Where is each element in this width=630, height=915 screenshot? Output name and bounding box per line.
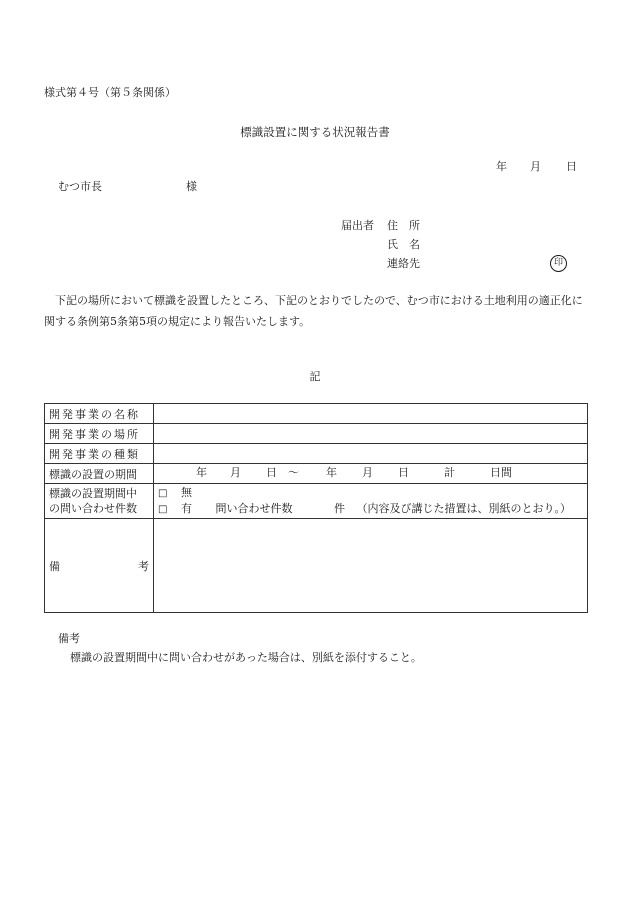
period-days: 日間: [490, 466, 512, 479]
project-type-field[interactable]: [154, 444, 588, 464]
remarks-label: [45, 519, 154, 613]
project-place-label: 開発事業の場所: [45, 424, 154, 444]
form-number: 様式第４号（第５条関係）: [44, 86, 176, 99]
seal-icon: 印: [550, 255, 567, 272]
report-table: [44, 403, 588, 613]
applicant-label: 届出者: [341, 219, 374, 232]
checkbox-yes[interactable]: □: [158, 504, 168, 515]
addressee-name: むつ市長: [58, 180, 102, 193]
table-row: [45, 484, 588, 519]
remarks-label-right: 考: [138, 559, 149, 573]
count-unit: 件: [333, 502, 345, 515]
period-from-day: 日: [266, 466, 277, 479]
option-none-label: 無: [180, 486, 192, 499]
body-text: 下記の場所において標識を設置したところ、下記のとおりでしたので、むつ市における土地利用の適正化に関する条例第5条第5項の規定により報告いたします。: [44, 294, 583, 328]
option-yes-label: 有: [180, 502, 192, 515]
date-month: 月: [530, 160, 541, 173]
document-title: 標識設置に関する状況報告書: [240, 125, 390, 139]
remarks-field[interactable]: [154, 519, 588, 613]
period-from-year: 年: [196, 466, 207, 479]
inquiry-count-label: 問い合わせ件数: [215, 502, 293, 515]
project-name-field[interactable]: [154, 404, 588, 424]
period-field[interactable]: [154, 464, 588, 484]
project-name-label: 開発事業の名称: [45, 404, 154, 424]
address-label: 住 所: [387, 219, 420, 232]
notes-text: 標識の設置期間中に問い合わせがあった場合は、別紙を添付すること。: [70, 651, 422, 664]
table-row: [45, 424, 588, 444]
period-to-day: 日: [398, 466, 409, 479]
period-from-month: 月: [230, 466, 241, 479]
notes-heading: 備考: [58, 632, 80, 645]
inquiry-label-line2: の問い合わせ件数: [49, 502, 137, 515]
addressee-honorific: 様: [186, 180, 197, 193]
table-row: [45, 444, 588, 464]
table-row: [45, 464, 588, 484]
period-tilde: ～: [288, 466, 299, 479]
inquiry-label-line1: 標識の設置期間中: [49, 487, 137, 500]
remarks-label-left: 備: [49, 559, 60, 573]
date-day: 日: [566, 160, 577, 173]
contact-label: 連絡先: [387, 257, 420, 270]
inquiry-label: [45, 484, 154, 519]
period-to-month: 月: [362, 466, 373, 479]
table-row: [45, 519, 588, 613]
inquiry-note: （内容及び講じた措置は、別紙のとおり。）: [356, 502, 571, 515]
project-place-field[interactable]: [154, 424, 588, 444]
table-row: [45, 404, 588, 424]
period-total: 計: [444, 466, 455, 479]
inquiry-field: [154, 484, 588, 519]
date-year: 年: [496, 160, 507, 173]
period-to-year: 年: [326, 466, 337, 479]
name-label: 氏 名: [387, 238, 420, 251]
project-type-label: 開発事業の種類: [45, 444, 154, 464]
checkbox-none[interactable]: □: [158, 488, 168, 499]
ki-heading: 記: [309, 370, 321, 383]
period-label: 標識の設置の期間: [45, 464, 154, 484]
